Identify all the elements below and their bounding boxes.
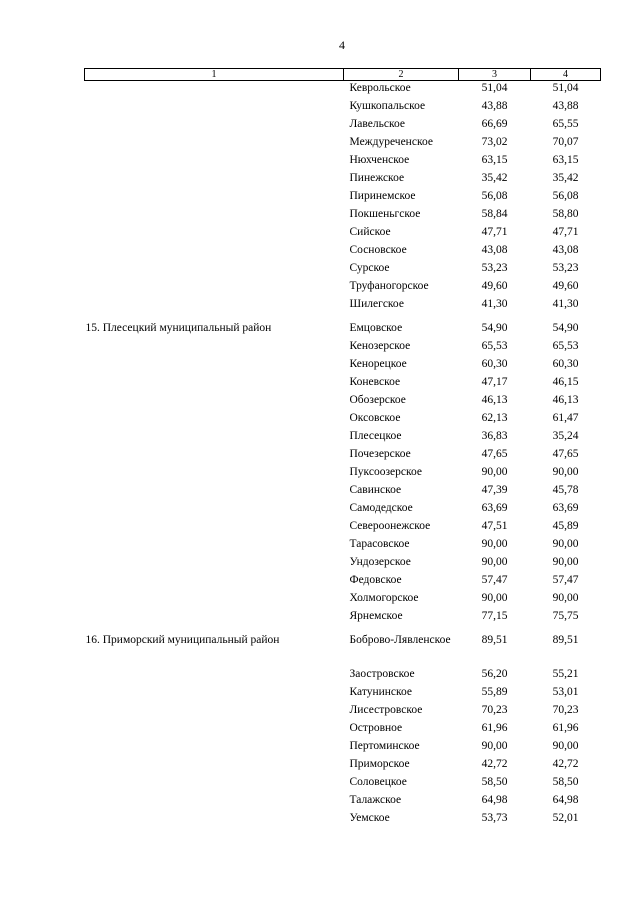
table-row (85, 429, 601, 447)
value-col-3: 63,69 (481, 502, 508, 514)
table-row (85, 519, 601, 537)
value-col-3: 47,39 (481, 484, 508, 496)
value-col-3: 53,73 (481, 812, 508, 824)
table-row (85, 135, 601, 153)
settlement-cell: Соловецкое (349, 776, 407, 788)
value-col-4: 75,75 (552, 610, 579, 622)
district-cell (85, 207, 344, 225)
settlement-cell: Пертоминское (349, 740, 420, 752)
district-cell (85, 573, 344, 591)
value-col-4: 57,47 (552, 574, 579, 586)
district-cell (85, 703, 344, 721)
district-cell (85, 685, 344, 703)
district-cell (85, 721, 344, 739)
district-cell (85, 519, 344, 537)
value-col-4: 63,15 (552, 154, 579, 166)
value-col-4: 61,96 (552, 722, 579, 734)
settlement-cell: Плесецкое (349, 430, 402, 442)
settlement-cell: Кенозерское (349, 340, 411, 352)
settlement-cell: Лавельское (349, 118, 405, 130)
table-row (85, 243, 601, 261)
district-cell (85, 757, 344, 775)
district-cell (85, 297, 344, 315)
table-body (85, 81, 601, 830)
header-row (85, 69, 601, 81)
value-col-3: 41,30 (481, 298, 508, 310)
table-row (85, 189, 601, 207)
district-cell (85, 591, 344, 609)
table-row (85, 667, 601, 685)
settlement-cell: Приморское (349, 758, 410, 770)
table-row (85, 739, 601, 757)
value-col-4: 47,71 (552, 226, 579, 238)
value-col-3: 47,51 (481, 520, 508, 532)
settlement-cell: Савинское (349, 484, 402, 496)
settlement-cell: Пуксоозерское (349, 466, 422, 478)
value-col-3: 89,51 (481, 634, 508, 646)
value-col-3: 60,30 (481, 358, 508, 370)
table-row (85, 721, 601, 739)
district-cell (85, 555, 344, 573)
value-col-4: 49,60 (552, 280, 579, 292)
value-col-4: 43,08 (552, 244, 579, 256)
district-cell (85, 411, 344, 429)
value-col-3: 49,60 (481, 280, 508, 292)
table-row (85, 609, 601, 627)
header-col-2: 2 (344, 69, 459, 81)
value-col-4: 51,04 (552, 82, 579, 94)
table-row (85, 297, 601, 315)
settlement-cell: Пиринемское (349, 190, 416, 202)
settlement-cell: Шилегское (349, 298, 404, 310)
table-row (85, 703, 601, 721)
settlement-cell: Покшеньгское (349, 208, 421, 220)
table-row (85, 117, 601, 135)
value-col-3: 57,47 (481, 574, 508, 586)
district-cell (85, 153, 344, 171)
district-cell (85, 537, 344, 555)
value-col-3: 62,13 (481, 412, 508, 424)
value-col-3: 64,98 (481, 794, 508, 806)
value-col-3: 70,23 (481, 704, 508, 716)
settlement-cell: Сурское (349, 262, 390, 274)
settlement-cell: Кушкопальское (349, 100, 426, 112)
table-row (85, 393, 601, 411)
settlement-cell: Оксовское (349, 412, 401, 424)
value-col-3: 54,90 (481, 322, 508, 334)
settlement-cell: Боброво-Лявленское (349, 634, 451, 646)
value-col-4: 63,69 (552, 502, 579, 514)
value-col-3: 65,53 (481, 340, 508, 352)
district-cell (85, 135, 344, 153)
value-col-4: 53,23 (552, 262, 579, 274)
value-col-3: 47,17 (481, 376, 508, 388)
district-cell (85, 189, 344, 207)
settlement-cell: Сийское (349, 226, 391, 238)
table-row (85, 501, 601, 519)
value-col-3: 47,65 (481, 448, 508, 460)
settlement-cell: Кеврольское (349, 82, 411, 94)
table-row (85, 811, 601, 829)
district-cell (85, 465, 344, 483)
value-col-4: 53,01 (552, 686, 579, 698)
district-cell (85, 739, 344, 757)
district-cell (85, 225, 344, 243)
value-col-3: 58,84 (481, 208, 508, 220)
table-row (85, 627, 601, 667)
district-cell (85, 775, 344, 793)
value-col-3: 58,50 (481, 776, 508, 788)
table-row (85, 261, 601, 279)
value-col-4: 43,88 (552, 100, 579, 112)
settlement-cell: Ярнемское (349, 610, 403, 622)
settlement-cell: Лисестровское (349, 704, 423, 716)
district-cell (85, 429, 344, 447)
value-col-4: 90,00 (552, 740, 579, 752)
settlement-cell: Коневское (349, 376, 401, 388)
value-col-4: 65,55 (552, 118, 579, 130)
table-row (85, 339, 601, 357)
settlement-cell: Сосновское (349, 244, 407, 256)
table-row (85, 207, 601, 225)
value-col-3: 36,83 (481, 430, 508, 442)
value-col-4: 47,65 (552, 448, 579, 460)
value-col-3: 90,00 (481, 466, 508, 478)
value-col-3: 46,13 (481, 394, 508, 406)
value-col-4: 58,80 (552, 208, 579, 220)
value-col-4: 54,90 (552, 322, 579, 334)
value-col-3: 35,42 (481, 172, 508, 184)
value-col-3: 43,88 (481, 100, 508, 112)
settlement-cell: Катунинское (349, 686, 413, 698)
value-col-3: 53,23 (481, 262, 508, 274)
settlement-cell: Обозерское (349, 394, 406, 406)
value-col-4: 64,98 (552, 794, 579, 806)
value-col-3: 77,15 (481, 610, 508, 622)
table-row (85, 775, 601, 793)
district-cell (85, 243, 344, 261)
table-row (85, 279, 601, 297)
district-cell (85, 393, 344, 411)
value-col-4: 58,50 (552, 776, 579, 788)
value-col-4: 90,00 (552, 466, 579, 478)
district-cell (85, 279, 344, 297)
value-col-4: 60,30 (552, 358, 579, 370)
value-col-4: 61,47 (552, 412, 579, 424)
settlement-cell: Талажское (349, 794, 402, 806)
value-col-3: 61,96 (481, 722, 508, 734)
value-col-3: 73,02 (481, 136, 508, 148)
value-col-4: 35,42 (552, 172, 579, 184)
value-col-3: 90,00 (481, 740, 508, 752)
value-col-3: 42,72 (481, 758, 508, 770)
settlement-cell: Труфаногорское (349, 280, 429, 292)
table-row (85, 483, 601, 501)
value-col-3: 90,00 (481, 592, 508, 604)
value-col-4: 35,24 (552, 430, 579, 442)
value-col-4: 45,78 (552, 484, 579, 496)
district-cell: 15. Плесецкий муниципальный район (85, 322, 272, 334)
value-col-4: 52,01 (552, 812, 579, 824)
table-row (85, 537, 601, 555)
value-col-3: 51,04 (481, 82, 508, 94)
value-col-4: 89,51 (552, 634, 579, 646)
district-cell (85, 339, 344, 357)
table-row (85, 447, 601, 465)
district-cell (85, 117, 344, 135)
value-col-4: 56,08 (552, 190, 579, 202)
value-col-4: 90,00 (552, 538, 579, 550)
settlement-cell: Североонежское (349, 520, 431, 532)
table-row (85, 573, 601, 591)
value-col-3: 43,08 (481, 244, 508, 256)
settlement-cell: Тарасовское (349, 538, 410, 550)
value-col-4: 46,13 (552, 394, 579, 406)
district-cell (85, 171, 344, 189)
district-cell (85, 811, 344, 829)
table-row (85, 685, 601, 703)
table-row (85, 171, 601, 189)
district-cell (85, 793, 344, 811)
value-col-4: 55,21 (552, 668, 579, 680)
value-col-4: 42,72 (552, 758, 579, 770)
settlement-cell: Емцовское (349, 322, 403, 334)
settlement-cell: Междуреченское (349, 136, 433, 148)
header-col-3: 3 (459, 69, 531, 81)
settlement-cell: Заостровское (349, 668, 415, 680)
table-row (85, 357, 601, 375)
value-col-3: 63,15 (481, 154, 508, 166)
district-cell (85, 447, 344, 465)
value-col-4: 90,00 (552, 592, 579, 604)
settlement-cell: Уемское (349, 812, 390, 824)
table-row (85, 153, 601, 171)
table-row (85, 465, 601, 483)
district-cell (85, 261, 344, 279)
value-col-4: 41,30 (552, 298, 579, 310)
settlements-table (84, 68, 601, 829)
settlement-cell: Федовское (349, 574, 402, 586)
value-col-4: 70,23 (552, 704, 579, 716)
district-cell (85, 483, 344, 501)
settlement-cell: Самодедское (349, 502, 413, 514)
value-col-3: 55,89 (481, 686, 508, 698)
district-cell (85, 501, 344, 519)
table-row (85, 793, 601, 811)
table-row (85, 315, 601, 339)
value-col-4: 46,15 (552, 376, 579, 388)
district-cell (85, 99, 344, 117)
page-number: 4 (339, 38, 345, 52)
value-col-4: 65,53 (552, 340, 579, 352)
value-col-4: 70,07 (552, 136, 579, 148)
table-row (85, 411, 601, 429)
table-row (85, 555, 601, 573)
header-col-1: 1 (85, 69, 344, 81)
settlement-cell: Холмогорское (349, 592, 419, 604)
value-col-3: 66,69 (481, 118, 508, 130)
district-cell (85, 667, 344, 685)
value-col-4: 90,00 (552, 556, 579, 568)
table-row (85, 99, 601, 117)
table-row (85, 757, 601, 775)
table-row (85, 225, 601, 243)
table-row (85, 375, 601, 393)
value-col-3: 47,71 (481, 226, 508, 238)
district-cell (85, 609, 344, 627)
header-col-4: 4 (531, 69, 601, 81)
settlement-cell: Нюхченское (349, 154, 410, 166)
value-col-3: 56,20 (481, 668, 508, 680)
district-cell (85, 81, 344, 100)
district-cell (85, 357, 344, 375)
settlement-cell: Пинежское (349, 172, 405, 184)
table-row (85, 591, 601, 609)
settlement-cell: Ундозерское (349, 556, 411, 568)
settlement-cell: Кенорецкое (349, 358, 407, 370)
table-row (85, 81, 601, 100)
settlement-cell: Почезерское (349, 448, 411, 460)
district-cell (85, 375, 344, 393)
settlement-cell: Островное (349, 722, 403, 734)
value-col-3: 90,00 (481, 538, 508, 550)
table-header (85, 69, 601, 81)
value-col-3: 56,08 (481, 190, 508, 202)
value-col-4: 45,89 (552, 520, 579, 532)
value-col-3: 90,00 (481, 556, 508, 568)
district-cell: 16. Приморский муниципальный район (85, 634, 280, 646)
